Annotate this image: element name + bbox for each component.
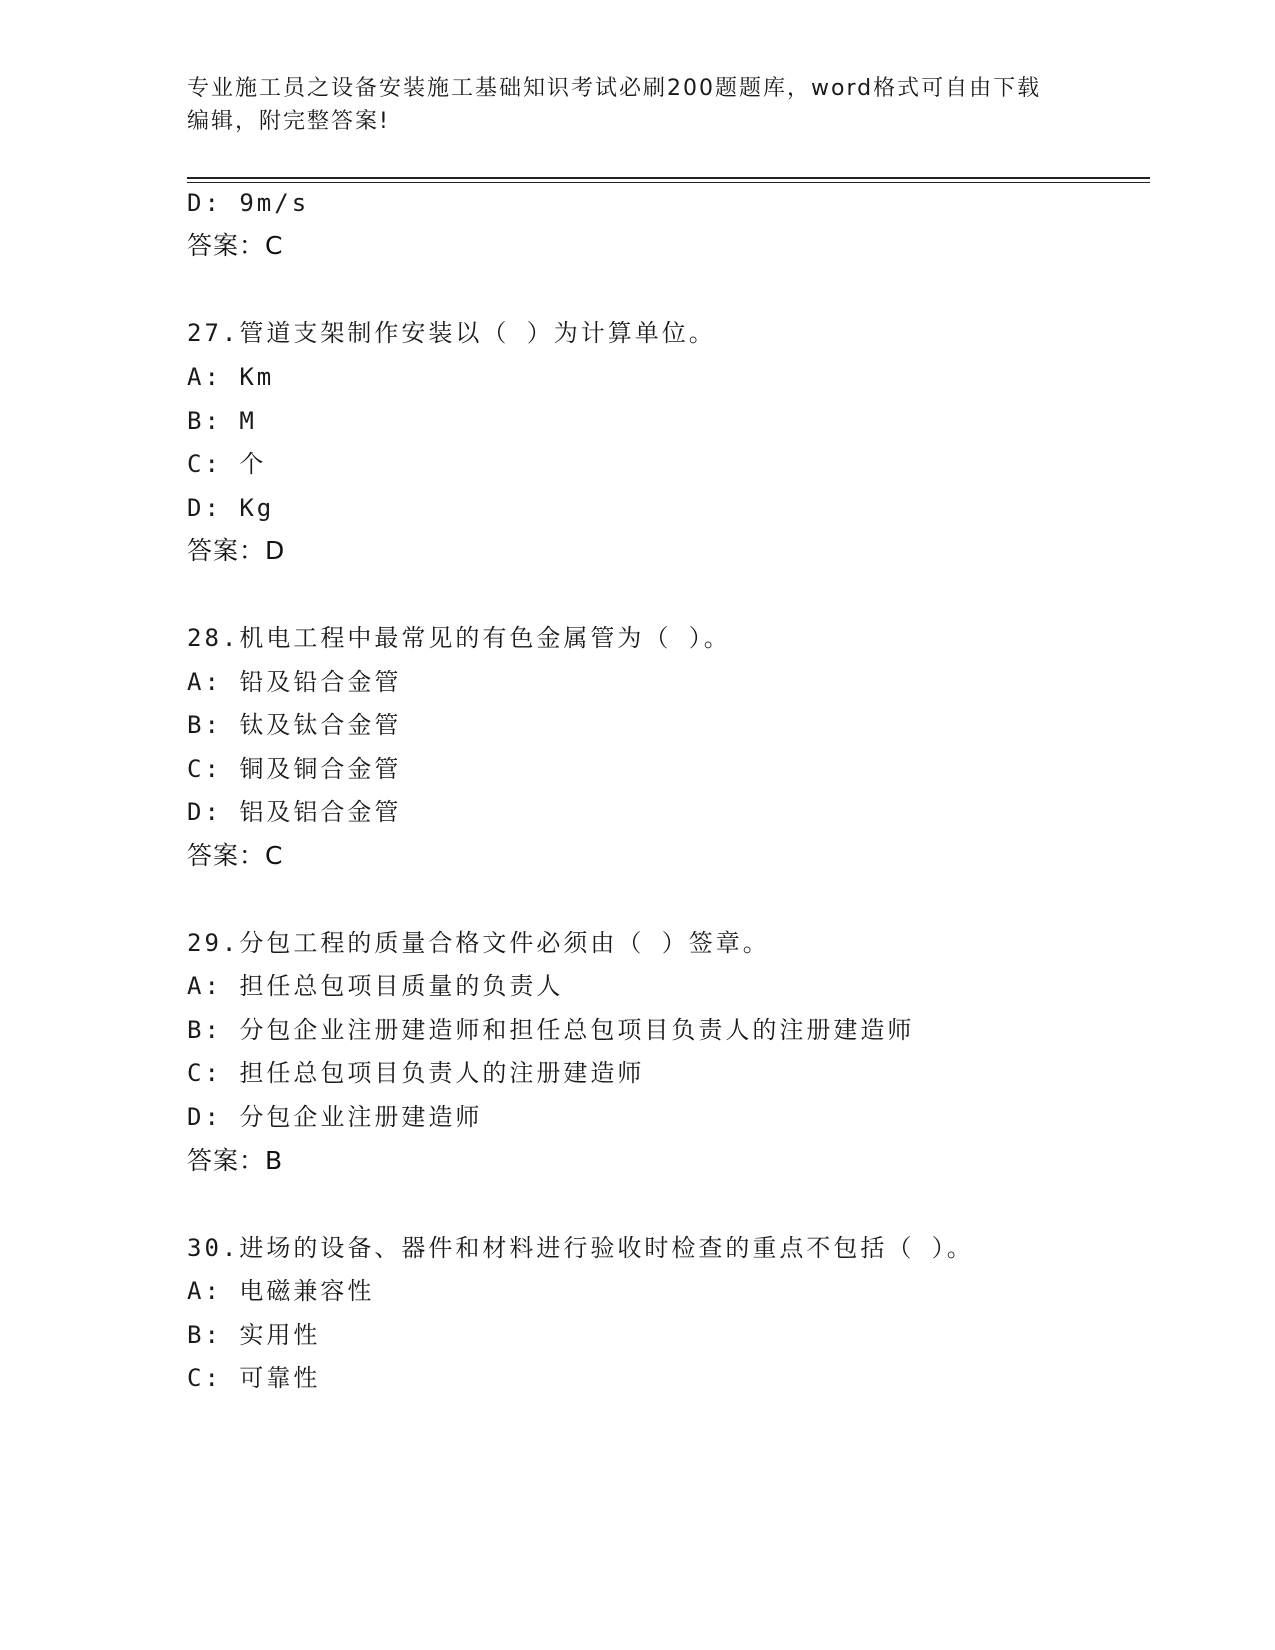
document-header xyxy=(187,72,1067,138)
prev-answer: 答案：C xyxy=(187,231,284,260)
question-27-option-a: A: Km xyxy=(187,363,275,391)
question-30-option-a: A: 电磁兼容性 xyxy=(187,1277,375,1305)
question-29-answer: 答案：B xyxy=(187,1146,284,1175)
question-27-option-d: D: Kg xyxy=(187,494,275,522)
question-30-option-c: C: 可靠性 xyxy=(187,1364,321,1392)
question-29-option-b: B: 分包企业注册建造师和担任总包项目负责人的注册建造师 xyxy=(187,1016,915,1044)
question-28-answer: 答案：C xyxy=(187,841,284,870)
question-27-option-b: B: M xyxy=(187,407,257,435)
question-28-option-b: B: 钛及钛合金管 xyxy=(187,711,402,739)
question-29-stem: 29.分包工程的质量合格文件必须由（ ）签章。 xyxy=(187,929,770,957)
question-29-option-d: D: 分包企业注册建造师 xyxy=(187,1103,483,1131)
question-27-option-c: C: 个 xyxy=(187,450,267,478)
question-28-stem: 28.机电工程中最常见的有色金属管为（ ）。 xyxy=(187,624,731,652)
header-title-line1: 专业施工员之设备安装施工基础知识考试必刷200题题库，word格式可自由下载 xyxy=(187,76,1042,101)
question-29-option-c: C: 担任总包项目负责人的注册建造师 xyxy=(187,1059,645,1087)
question-29-option-a: A: 担任总包项目质量的负责人 xyxy=(187,972,564,1000)
question-28-option-a: A: 铅及铅合金管 xyxy=(187,668,402,696)
header-title-line2: 编辑，附完整答案! xyxy=(187,109,390,134)
prev-option-d: D: 9m/s xyxy=(187,189,310,217)
header-divider-thick xyxy=(187,177,1150,179)
question-28-option-c: C: 铜及铜合金管 xyxy=(187,755,402,783)
question-27-stem: 27.管道支架制作安装以（ ）为计算单位。 xyxy=(187,319,716,347)
header-divider-thin xyxy=(187,182,1150,183)
question-30-stem: 30.进场的设备、器件和材料进行验收时检查的重点不包括（ ）。 xyxy=(187,1234,974,1262)
question-27-answer: 答案：D xyxy=(187,536,286,565)
question-28-option-d: D: 铝及铝合金管 xyxy=(187,798,402,826)
question-30-option-b: B: 实用性 xyxy=(187,1321,321,1349)
